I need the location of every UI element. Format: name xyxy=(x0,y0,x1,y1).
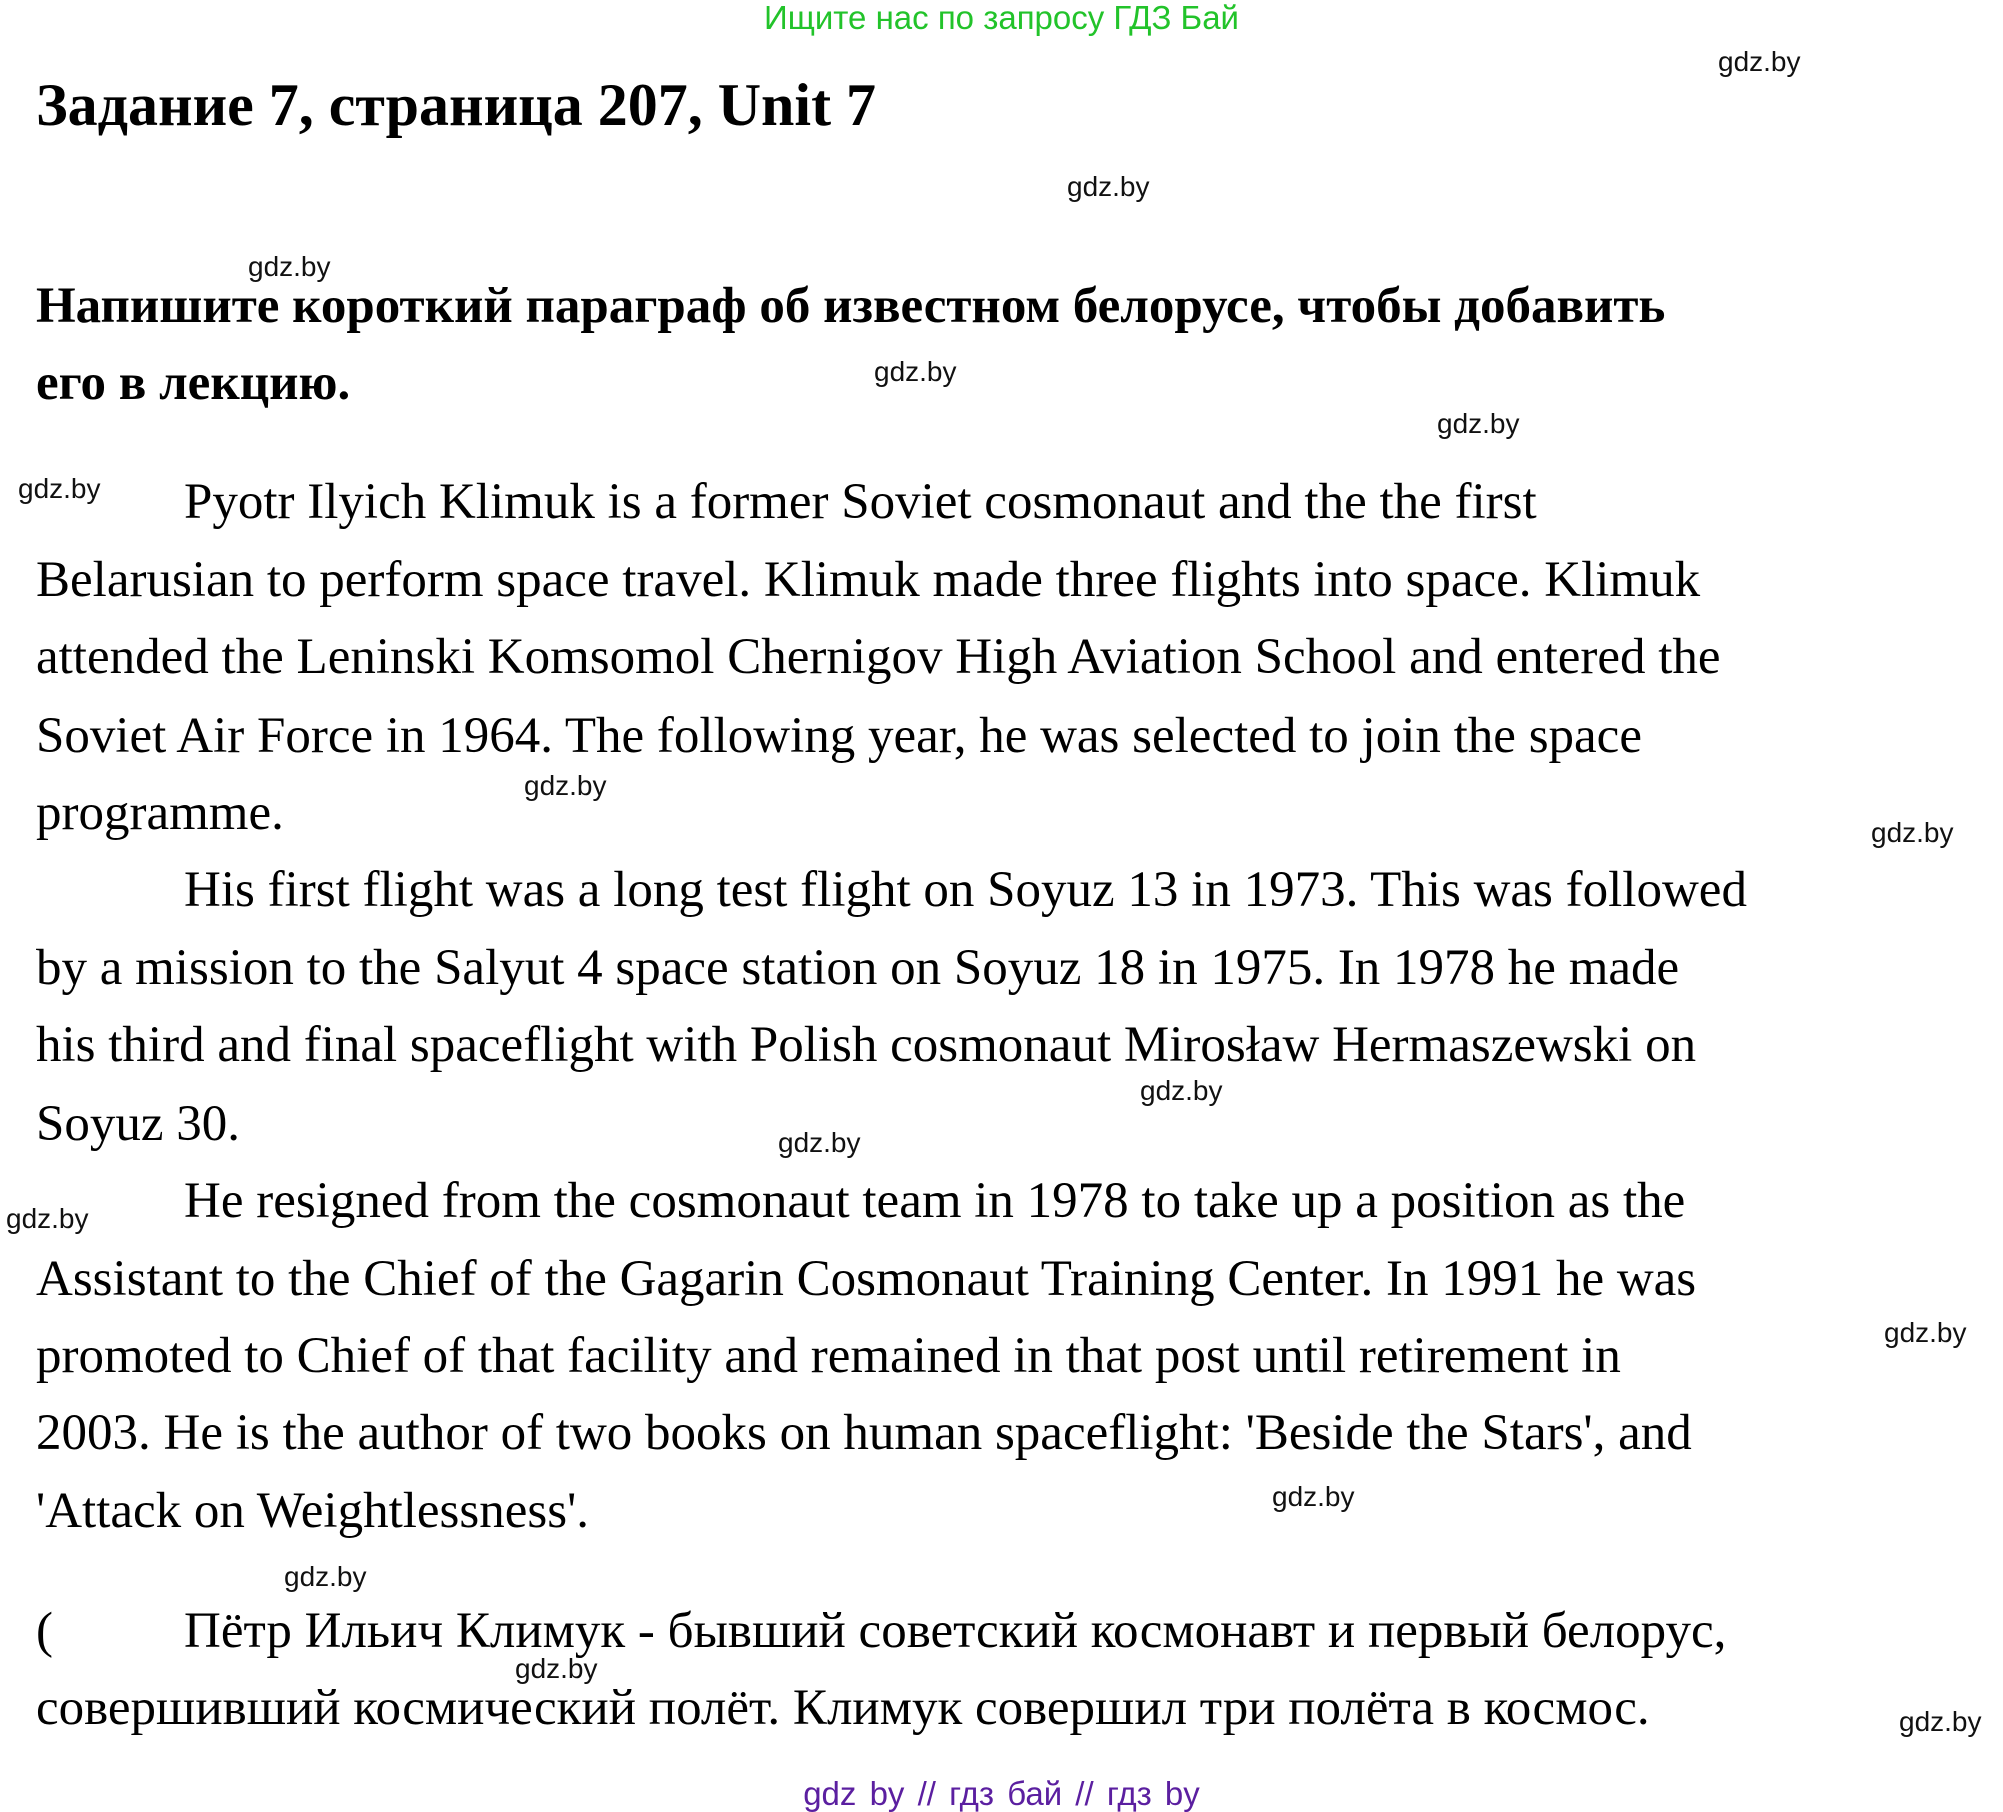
watermark: gdz.by xyxy=(1718,46,1801,77)
watermark: gdz.by xyxy=(284,1561,367,1592)
answer-line: by a mission to the Salyut 4 space station on Soyuz 18 in 1975. In 1978 he made xyxy=(36,940,1680,996)
watermark: gdz.by xyxy=(6,1203,89,1234)
watermark: gdz.by xyxy=(524,770,607,801)
watermark: gdz.by xyxy=(1140,1075,1223,1106)
answer-line: His first flight was a long test flight on Soyuz 13 in 1973. This was followed xyxy=(184,862,1747,918)
answer-line: Pyotr Ilyich Klimuk is a former Soviet cosmonaut and the the first xyxy=(184,474,1537,530)
watermark: gdz.by xyxy=(1437,408,1520,439)
footer-links[interactable]: gdz by // гдз бай // гдз by xyxy=(803,1775,1200,1812)
answer-line: He resigned from the cosmonaut team in 1978 to take up a position as the xyxy=(184,1173,1686,1229)
answer-line: 'Attack on Weightlessness'. xyxy=(36,1483,590,1539)
answer-line: Assistant to the Chief of the Gagarin Cosmonaut Training Center. In 1991 he was xyxy=(36,1251,1697,1307)
page-title: Задание 7, страница 207, Unit 7 xyxy=(36,72,877,138)
search-hint-link[interactable]: Ищите нас по запросу ГДЗ Бай xyxy=(764,0,1239,36)
translation-line: Пётр Ильич Климук - бывший советский космонавт и первый белорус, xyxy=(184,1603,1727,1659)
answer-line: programme. xyxy=(36,785,284,841)
answer-line: 2003. He is the author of two books on human spaceflight: 'Beside the Stars', and xyxy=(36,1405,1692,1461)
answer-line: his third and final spaceflight with Polish cosmonaut Mirosław Hermaszewski on xyxy=(36,1017,1697,1073)
watermark: gdz.by xyxy=(18,473,101,504)
watermark: gdz.by xyxy=(1067,171,1150,202)
answer-line: Soyuz 30. xyxy=(36,1096,240,1152)
open-paren: ( xyxy=(36,1603,53,1659)
translation-line: совершивший космический полёт. Климук совершил три полёта в космос. xyxy=(36,1680,1650,1736)
watermark: gdz.by xyxy=(874,356,957,387)
watermark: gdz.by xyxy=(1899,1706,1982,1737)
watermark: gdz.by xyxy=(248,251,331,282)
task-text-line-1: Напишите короткий параграф об известном белорусе, чтобы добавить xyxy=(36,278,1666,334)
watermark: gdz.by xyxy=(1884,1317,1967,1348)
watermark: gdz.by xyxy=(778,1127,861,1158)
answer-line: Belarusian to perform space travel. Klimuk made three flights into space. Klimuk xyxy=(36,552,1701,608)
watermark: gdz.by xyxy=(1871,817,1954,848)
answer-line: attended the Leninski Komsomol Chernigov High Aviation School and entered the xyxy=(36,629,1721,685)
watermark: gdz.by xyxy=(515,1653,598,1684)
answer-line: promoted to Chief of that facility and remained in that post until retirement in xyxy=(36,1328,1621,1384)
task-text-line-2: его в лекцию. xyxy=(36,355,351,411)
answer-line: Soviet Air Force in 1964. The following year, he was selected to join the space xyxy=(36,708,1642,764)
watermark: gdz.by xyxy=(1272,1481,1355,1512)
